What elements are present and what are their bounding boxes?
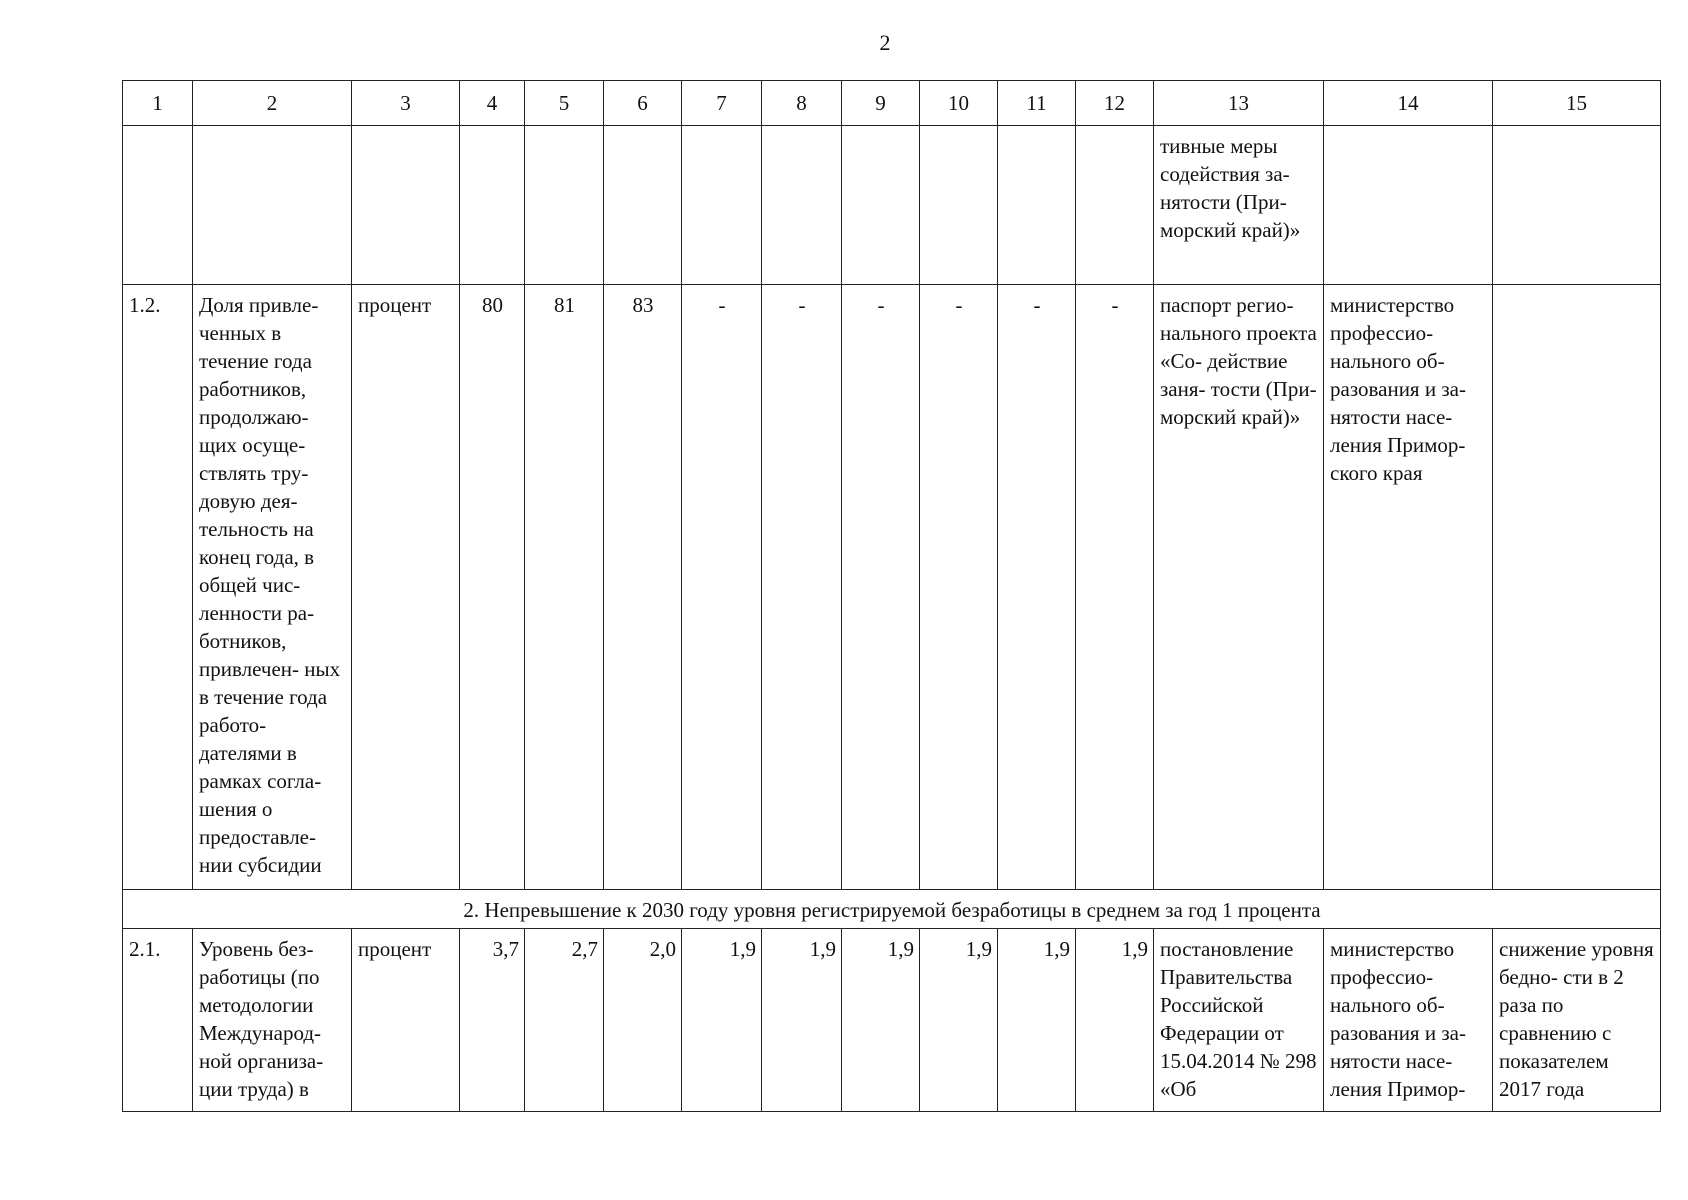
value-cell: - (920, 285, 998, 890)
header-cell: 14 (1324, 81, 1493, 126)
value-cell: 1,9 (682, 929, 762, 1112)
header-cell: 10 (920, 81, 998, 126)
goal-link-cell: снижение уровня бедно- сти в 2 раза по сравнению с показателем 2017 года (1493, 929, 1661, 1112)
header-cell: 13 (1154, 81, 1324, 126)
table-row (123, 285, 1661, 890)
table-row (123, 929, 1661, 1112)
value-cell: 1,9 (1076, 929, 1154, 1112)
row-number-cell: 2.1. (123, 929, 193, 1112)
value-cell: 2,7 (525, 929, 604, 1112)
header-cell: 3 (352, 81, 460, 126)
value-cell: 2,0 (604, 929, 682, 1112)
header-cell: 1 (123, 81, 193, 126)
header-cell: 9 (842, 81, 920, 126)
goal-link-cell (1493, 285, 1661, 890)
section-title: 2. Непревышение к 2030 году уровня регистрируемой безработицы в среднем за год 1 процента (123, 890, 1661, 929)
header-cell: 8 (762, 81, 842, 126)
value-cell: 81 (525, 285, 604, 890)
value-cell: 3,7 (460, 929, 525, 1112)
value-cell: - (762, 285, 842, 890)
unit-cell: процент (352, 285, 460, 890)
value-cell: - (1076, 285, 1154, 890)
header-cell: 5 (525, 81, 604, 126)
unit-cell: процент (352, 929, 460, 1112)
value-cell: - (998, 285, 1076, 890)
value-cell: 1,9 (920, 929, 998, 1112)
header-cell: 7 (682, 81, 762, 126)
value-cell: 1,9 (998, 929, 1076, 1112)
header-cell: 4 (460, 81, 525, 126)
value-cell: - (842, 285, 920, 890)
header-cell: 15 (1493, 81, 1661, 126)
header-cell: 2 (193, 81, 352, 126)
value-cell: 1,9 (762, 929, 842, 1112)
header-cell: 6 (604, 81, 682, 126)
header-cell: 12 (1076, 81, 1154, 126)
row-number-cell: 1.2. (123, 285, 193, 890)
value-cell: - (682, 285, 762, 890)
document-cell: постановление Правительства Российской Федерации от 15.04.2014 № 298 «Об (1154, 929, 1324, 1112)
value-cell: 1,9 (842, 929, 920, 1112)
table-row-continuation (123, 126, 1661, 285)
value-cell: 83 (604, 285, 682, 890)
value-cell: 80 (460, 285, 525, 890)
table-cell: тивные меры содействия за- нятости (При- морский край)» (1154, 126, 1324, 285)
table-header-row (123, 81, 1661, 126)
indicator-name-cell: Уровень без- работицы (по методологии Международ- ной организа- ции труда) в (193, 929, 352, 1112)
document-cell: паспорт регио- нального проекта «Со- действие заня- тости (При- морский край)» (1154, 285, 1324, 890)
indicators-table (122, 80, 1661, 1112)
responsible-cell: министерство профессио- нального об- разования и за- нятости насе- ления Примор- ского края (1324, 285, 1493, 890)
section-row (123, 890, 1661, 929)
header-cell: 11 (998, 81, 1076, 126)
indicator-name-cell: Доля привле- ченных в течение года работников, продолжаю- щих осуще- ствлять тру- довую дея- тельность на конец года, в общей чис- ленности ра- ботников, привлечен- ных в течение года работо- дателями в рамках согла- шения о предоставле- нии субсидии (193, 285, 352, 890)
responsible-cell: министерство профессио- нального об- разования и за- нятости насе- ления Примор- (1324, 929, 1493, 1112)
page-number: 2 (879, 30, 891, 55)
